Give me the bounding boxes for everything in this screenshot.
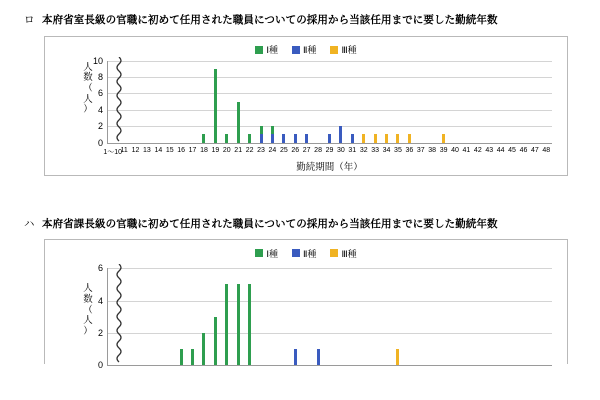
- legend-item-3: [330, 247, 356, 260]
- y-tick-label: 8: [97, 72, 103, 83]
- axis-break-squiggle-icon: [113, 57, 126, 145]
- x-tick-label: 32: [359, 146, 368, 154]
- x-tick-label: 18: [200, 146, 208, 154]
- bar: [237, 284, 240, 365]
- plot-area-2: [97, 263, 552, 371]
- x-tick-label: 34: [382, 146, 391, 154]
- heading-marker: ロ: [24, 14, 35, 26]
- bar: [385, 134, 388, 142]
- x-axis-line: [107, 365, 552, 366]
- legend-label: Ⅰ種: [266, 248, 278, 259]
- section-ro: [0, 0, 600, 176]
- x-tick-label: 1～10: [103, 148, 123, 156]
- x-tick-label: 13: [143, 146, 151, 154]
- x-tick-label: 48: [542, 146, 551, 154]
- bar: [225, 284, 228, 365]
- section-ha: [0, 176, 600, 371]
- legend-label: Ⅰ種: [266, 45, 278, 56]
- legend-item-1: [255, 43, 278, 56]
- x-tick-label: 21: [234, 146, 243, 154]
- x-tick-label: 27: [302, 146, 311, 154]
- legend-label: Ⅲ種: [341, 45, 357, 56]
- x-tick-label: 19: [211, 146, 220, 154]
- x-tick-label: 28: [314, 146, 322, 154]
- legend-swatch-icon: [255, 249, 263, 257]
- x-tick-label: 22: [245, 146, 254, 154]
- bar: [202, 333, 205, 365]
- axis-break-squiggle-icon: [113, 264, 126, 367]
- bar: [237, 102, 240, 143]
- x-tick-label: 37: [416, 146, 425, 154]
- heading-text: 本府省室長級の官職に初めて任用された職員についての採用から当該任用までに要した勤続年数: [42, 14, 498, 26]
- x-tick-label: 23: [257, 146, 265, 154]
- x-axis-title: 勤続期間（年）: [296, 161, 363, 173]
- bar: [362, 134, 365, 142]
- x-tick-label: 17: [188, 146, 197, 154]
- bar: [294, 349, 297, 365]
- x-axis-line: [107, 143, 552, 144]
- bar: [317, 349, 320, 365]
- x-tick-label: 47: [530, 146, 539, 154]
- legend-label: Ⅲ種: [341, 248, 357, 259]
- legend-swatch-icon: [292, 249, 300, 257]
- x-tick-label: 14: [154, 146, 163, 154]
- chart-legend-2: [45, 240, 567, 260]
- legend-swatch-icon: [330, 46, 338, 54]
- x-tick-label: 44: [496, 146, 505, 154]
- bar: [328, 134, 331, 142]
- y-tick-label: 2: [97, 327, 103, 338]
- y-tick-label: 0: [97, 360, 103, 371]
- y-tick-label: 6: [97, 88, 103, 99]
- bar: [271, 134, 274, 142]
- x-tick-label: 29: [325, 146, 334, 154]
- bar: [305, 134, 308, 142]
- bar: [225, 134, 228, 142]
- bar: [191, 349, 194, 365]
- bar: [180, 349, 183, 365]
- x-tick-label: 25: [279, 146, 288, 154]
- x-tick-label: 12: [131, 146, 140, 154]
- x-tick-label: 46: [519, 146, 528, 154]
- x-tick-label: 31: [348, 146, 357, 154]
- legend-swatch-icon: [330, 249, 338, 257]
- x-tick-label: 36: [405, 146, 414, 154]
- y-tick-label: 4: [97, 104, 103, 115]
- bar: [408, 134, 411, 142]
- bar-group: [107, 61, 552, 143]
- y-tick-label: 0: [97, 137, 103, 148]
- x-tick-label: 20: [222, 146, 231, 154]
- x-tick-label: 33: [371, 146, 380, 154]
- bar: [374, 134, 377, 142]
- x-tick-label: 11: [120, 146, 128, 154]
- x-tick-label: 43: [485, 146, 494, 154]
- x-tick-label: 45: [508, 146, 516, 154]
- y-axis-title-1: 人 数 （ 人 ）: [83, 61, 93, 116]
- heading-text: 本府省課長級の官職に初めて任用された職員についての採用から当該任用までに要した勤続年数: [42, 217, 498, 230]
- bar: [294, 134, 297, 142]
- legend-item-1: [255, 247, 278, 260]
- bar-group: [107, 268, 552, 365]
- bar: [214, 69, 217, 143]
- bar: [351, 134, 354, 142]
- bar: [442, 134, 445, 142]
- heading-ro: [0, 14, 600, 28]
- bar: [396, 134, 399, 142]
- bar: [248, 284, 251, 365]
- chart-container-2: [44, 239, 568, 371]
- x-tick-label: 16: [177, 146, 186, 154]
- legend-label: Ⅱ種: [303, 248, 317, 259]
- y-tick-label: 4: [97, 295, 103, 306]
- x-tick-label: 42: [473, 146, 482, 154]
- legend-item-2: [292, 247, 316, 260]
- x-tick-label: 26: [291, 146, 300, 154]
- x-tick-label: 15: [165, 146, 174, 154]
- x-tick-label: 40: [451, 146, 459, 154]
- legend-swatch-icon: [255, 46, 263, 54]
- x-axis-1: [103, 145, 552, 173]
- x-tick-label: 24: [268, 146, 277, 154]
- bar: [396, 349, 399, 365]
- legend-item-3: [330, 43, 356, 56]
- x-tick-labels: [103, 145, 552, 157]
- bar: [214, 317, 217, 366]
- x-tick-label: 30: [337, 146, 345, 154]
- bar: [202, 134, 205, 142]
- x-tick-label: 38: [428, 146, 437, 154]
- bar: [282, 134, 285, 142]
- heading-marker: ハ: [24, 217, 35, 230]
- chart-legend-1: [45, 37, 567, 57]
- plot-area-1: [92, 55, 552, 148]
- bar: [260, 134, 263, 142]
- heading-ha: [0, 218, 600, 232]
- y-tick-label: 6: [97, 263, 103, 274]
- y-tick-label: 2: [97, 121, 103, 132]
- x-tick-label: 35: [394, 146, 402, 154]
- legend-label: Ⅱ種: [303, 45, 317, 56]
- bar: [248, 134, 251, 142]
- y-tick-label: 10: [92, 55, 103, 66]
- x-tick-label: 39: [439, 146, 448, 154]
- bar: [339, 126, 342, 142]
- chart-container-1: [44, 36, 568, 176]
- legend-swatch-icon: [292, 46, 300, 54]
- y-axis-title-2: 人 数 （ 人 ）: [83, 283, 93, 337]
- legend-item-2: [292, 43, 316, 56]
- x-tick-label: 41: [462, 146, 471, 154]
